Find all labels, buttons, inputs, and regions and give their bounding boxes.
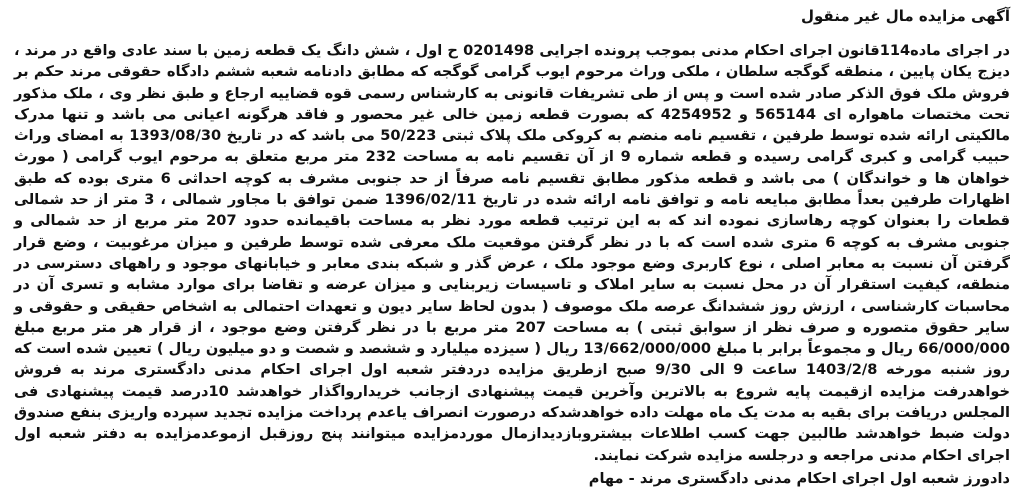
notice-body: در اجرای ماده114قانون اجرای احکام مدنی بموجب پرونده اجرایی 0201498 ح اول ، شش دانگ یک قطعه زمین با سند عادی واقع در مرند ، دیزج یکان پایین ، منطقه گوگجه سلطان ، ملکی وراث مرحوم ایوب گرامی گوگجه که مطابق دادنامه شعبه ششم دادگاه حقوقی مرند حکم بر فروش ملک فوق الذکر صادر شده است و پس از طی تشریفات قانونی به کارشناس رسمی قوه قضاییه ارجاع و طبق نظر وی ، ملک مذکور تحت مختصات ماهواره ای 565144 و 4254952 که بصورت قطعه زمین خالی غیر محصور و فاقد هرگونه اعیانی می باشد و تنها مدرک مالکیتی ارائه شده توسط طرفین ، تقسیم نامه منضم به کروکی ملک پلاک ثبتی 50/223 می باشد که در تاریخ 1393/08/30 به امضای وراث حبیب گرامی و کبری گرامی رسیده و قطعه شماره 9 از آن تقسیم نامه به مساحت 232 متر مربع متعلق به مرحوم ایوب گرامی ( مورث خواهان ها و خواندگان ) می باشد و قطعه مذکور مطابق تقسیم نامه صرفاً از حد جنوبی مشرف به کوچه احداثی 6 متری بوده که طبق اظهارات طرفین بعداً مطابق مبایعه نامه و توافق نامه ارائه شده در تاریخ 1396/02/11 ضمن توافق با مجاور شمالی ، 3 متر از حد شمالی قطعات را بعنوان کوچه رهاسازی نموده اند که به این ترتیب قطعه مورد نظر به مساحت باقیمانده حدود 207 متر مربع از حد شمالی و جنوبی مشرف به کوچه 6 متری شده است که با در نظر گرفتن موقعیت ملک معرفی شده توسط طرفین و میزان مرغوبیت ، وضع قرار گرفتن آن نسبت به معابر اصلی ، نوع کاربری وضع موجود ملک ، عرض گذر و شبکه بندی معابر و خیابانهای موجود و راههای دسترسی در منطقه، کیفیت استقرار آن در محل نسبت به سایر املاک و تاسیسات زیربنایی و میزان عرضه و تقاضا برای موارد مشابه و تسری آن در محاسبات کارشناسی ، ارزش روز ششدانگ عرصه ملک موصوف ( بدون لحاظ سایر دیون و تعهدات احتمالی به اشخاص حقیقی و حقوقی و سایر حقوق متصوره و صرف نظر از سوابق ثبتی ) به مساحت 207 متر مربع با در نظر گرفتن وضع موجود ، از قرار هر متر مربع مبلغ 66/000/000 ریال و مجموعاً برابر با مبلغ 13/662/000/000 ریال ( سیزده میلیارد و ششصد و شصت و دو میلیون ریال ) تعیین شده است که روز شنبه مورخه 1403/2/8 ساعت 9 الی 9/30 صبح ازطریق مزایده دردفتر شعبه اول اجرای احکام مدنی دادگستری مرند به فروش خواهدرفت مزایده ازقیمت پایه شروع به بالاترین وآخرین قیمت پیشنهادی ازجانب خریدارواگذار خواهدشد 10درصد قیمت پیشنهادی فی المجلس دریافت برای بقیه به مدت یک ماه مهلت داده خواهدشدکه درصورت انصراف یاعدم پرداخت مزایده تجدید سپرده واریزی بنفع صندوق دولت ضبط خواهدشد طالبین جهت کسب اطلاعات بیشتروبازدیدازمال موردمزایده میتوانند پنج روزقبل ازموعدمزایده به دفتر شعبه اول اجرای احکام مدنی مراجعه و درجلسه مزایده شرکت نمایند. — [14, 42, 1011, 464]
notice-title: آگهی مزایده مال غیر منقول — [800, 7, 1010, 25]
notice-signature: دادورز شعبه اول اجرای احکام مدنی دادگستری مرند - مهام — [588, 469, 1010, 487]
